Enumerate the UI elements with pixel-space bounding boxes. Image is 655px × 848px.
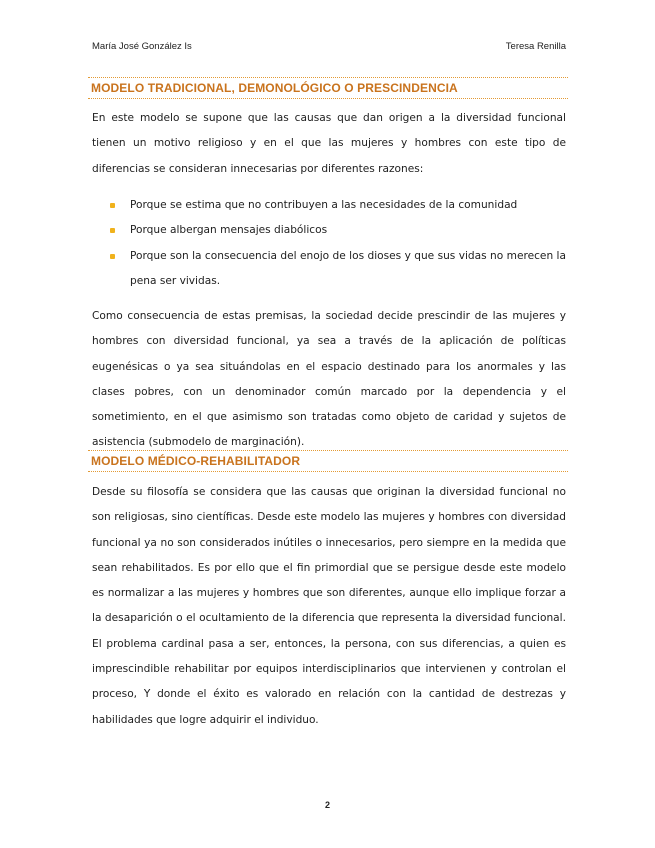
bullet-square-icon [110, 203, 115, 208]
list-item [110, 244, 566, 295]
section-heading-traditional-model: MODELO TRADICIONAL, DEMONOLÓGICO O PRESCINDENCIA [88, 77, 568, 99]
page-header [92, 41, 566, 53]
bullet-text: Porque albergan mensajes diabólicos [130, 224, 328, 237]
section1-intro-paragraph: En este modelo se supone que las causas que dan origen a la diversidad funcional tienen un motivo religioso y en el que las mujeres y hombres con este tipo de diferencias se consideran innecesarias por diferentes razones: [92, 112, 566, 175]
list-item [110, 218, 566, 243]
bullet-square-icon [110, 254, 115, 259]
list-item [110, 193, 566, 218]
header-author-left: María José González Is [92, 41, 192, 52]
bullet-text: Porque son la consecuencia del enojo de los dioses y que sus vidas no merecen la pena ser vividas. [130, 249, 566, 287]
bullet-square-icon [110, 228, 115, 233]
bullet-text: Porque se estima que no contribuyen a las necesidades de la comunidad [130, 199, 518, 211]
section1-body-paragraph: Como consecuencia de estas premisas, la sociedad decide prescindir de las mujeres y hombres con diversidad funcional, ya sea a través de la aplicación de políticas eugenésicas o ya sea situándolas en el espacio destinado para los anormales y las clases pobres, con un denominador común marcado por la dependencia y el sometimiento, en el que asimismo son tratadas como objeto de caridad y sujetos de asistencia (submodelo de marginación). [92, 310, 566, 449]
reasons-bullet-list [110, 193, 566, 294]
section-heading-medical-model: MODELO MÉDICO-REHABILITADOR [88, 450, 568, 472]
page-number: 2 [324, 800, 330, 810]
header-author-right: Teresa Renilla [505, 41, 566, 52]
section2-body-paragraph: Desde su filosofía se considera que las causas que originan la diversidad funcional no son religiosas, sino científicas. Desde este modelo las mujeres y hombres con diversidad funcional ya no son considerados inútiles o innecesarios, pero siempre en la medida que sean rehabilitados. Es por ello que el fin primordial que se persigue desde este modelo es normalizar a las mujeres y hombres que son diferentes, aunque ello implique forzar a la desaparición o el ocultamiento de la diferencia que representa la diversidad funcional. El problema cardinal pasa a ser, entonces, la persona, con sus diferencias, a quien es imprescindible rehabilitar por equipos interdisciplinarios que intervienen y controlan el proceso, Y donde el éxito es valorado en relación con la cantidad de destrezas y habilidades que logre adquirir el individuo. [92, 486, 566, 726]
